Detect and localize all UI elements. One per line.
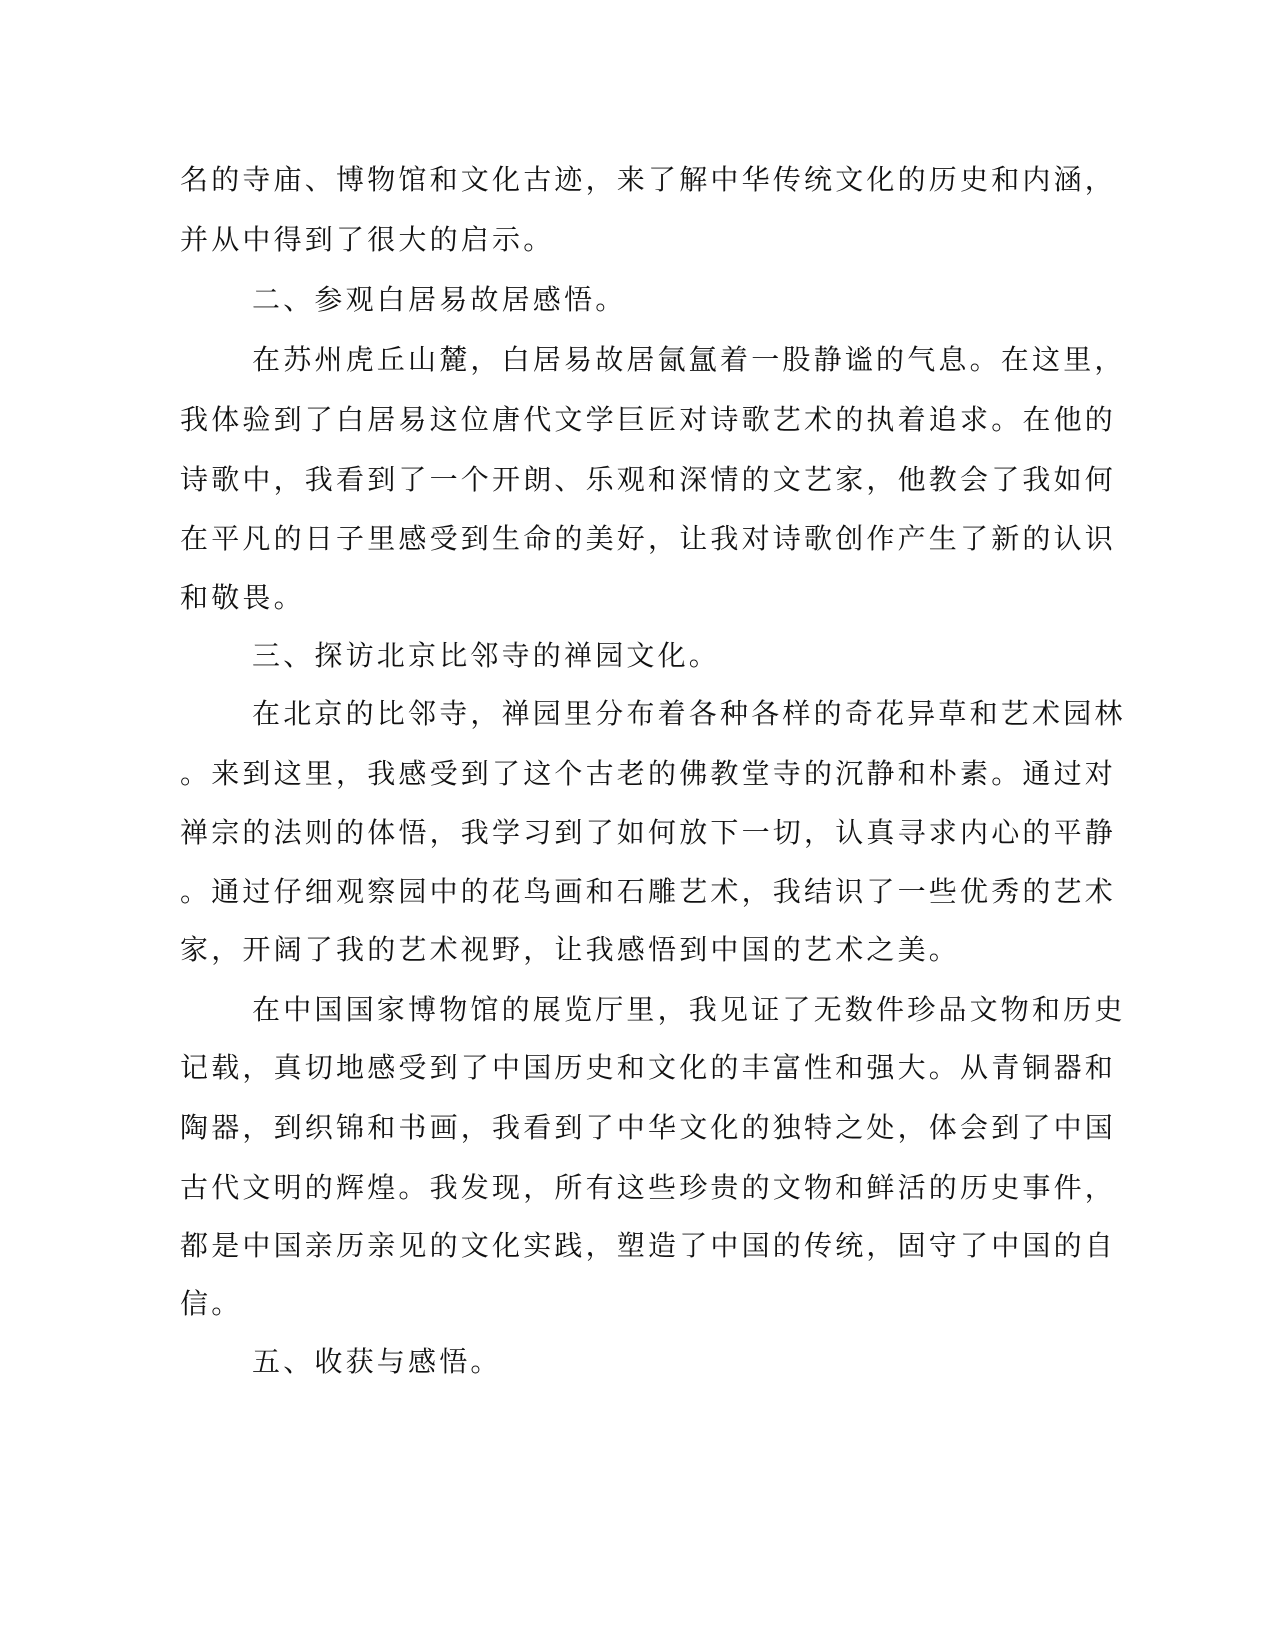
section-heading: 五、收获与感悟。	[252, 1345, 502, 1378]
text-line: 家，开阔了我的艺术视野，让我感悟到中国的艺术之美。	[180, 933, 961, 966]
text-line: 在北京的比邻寺，禅园里分布着各种各样的奇花异草和艺术园林	[252, 697, 1126, 730]
text-line: 诗歌中，我看到了一个开朗、乐观和深情的文艺家，他教会了我如何	[180, 463, 1117, 496]
text-line: 禅宗的法则的体悟，我学习到了如何放下一切，认真寻求内心的平静	[180, 816, 1117, 849]
text-line: 我体验到了白居易这位唐代文学巨匠对诗歌艺术的执着追求。在他的	[180, 403, 1117, 436]
section-heading: 二、参观白居易故居感悟。	[252, 283, 627, 316]
text-line: 和敬畏。	[180, 581, 305, 614]
text-line: 。来到这里，我感受到了这个古老的佛教堂寺的沉静和朴素。通过对	[180, 757, 1117, 790]
text-line: 记载，真切地感受到了中国历史和文化的丰富性和强大。从青铜器和	[180, 1051, 1117, 1084]
text-line: 古代文明的辉煌。我发现，所有这些珍贵的文物和鲜活的历史事件，	[180, 1171, 1117, 1204]
section-heading: 三、探访北京比邻寺的禅园文化。	[252, 639, 721, 672]
text-line: 并从中得到了很大的启示。	[180, 223, 555, 256]
text-line: 。通过仔细观察园中的花鸟画和石雕艺术，我结识了一些优秀的艺术	[180, 875, 1117, 908]
text-line: 在苏州虎丘山麓，白居易故居氤氲着一股静谧的气息。在这里，	[252, 343, 1126, 376]
text-line: 陶器，到织锦和书画，我看到了中华文化的独特之处，体会到了中国	[180, 1111, 1117, 1144]
text-line: 名的寺庙、博物馆和文化古迹，来了解中华传统文化的历史和内涵，	[180, 163, 1117, 196]
text-line: 在中国国家博物馆的展览厅里，我见证了无数件珍品文物和历史	[252, 993, 1126, 1026]
text-line: 信。	[180, 1287, 243, 1320]
text-line: 都是中国亲历亲见的文化实践，塑造了中国的传统，固守了中国的自	[180, 1229, 1117, 1262]
text-line: 在平凡的日子里感受到生命的美好，让我对诗歌创作产生了新的认识	[180, 522, 1117, 555]
